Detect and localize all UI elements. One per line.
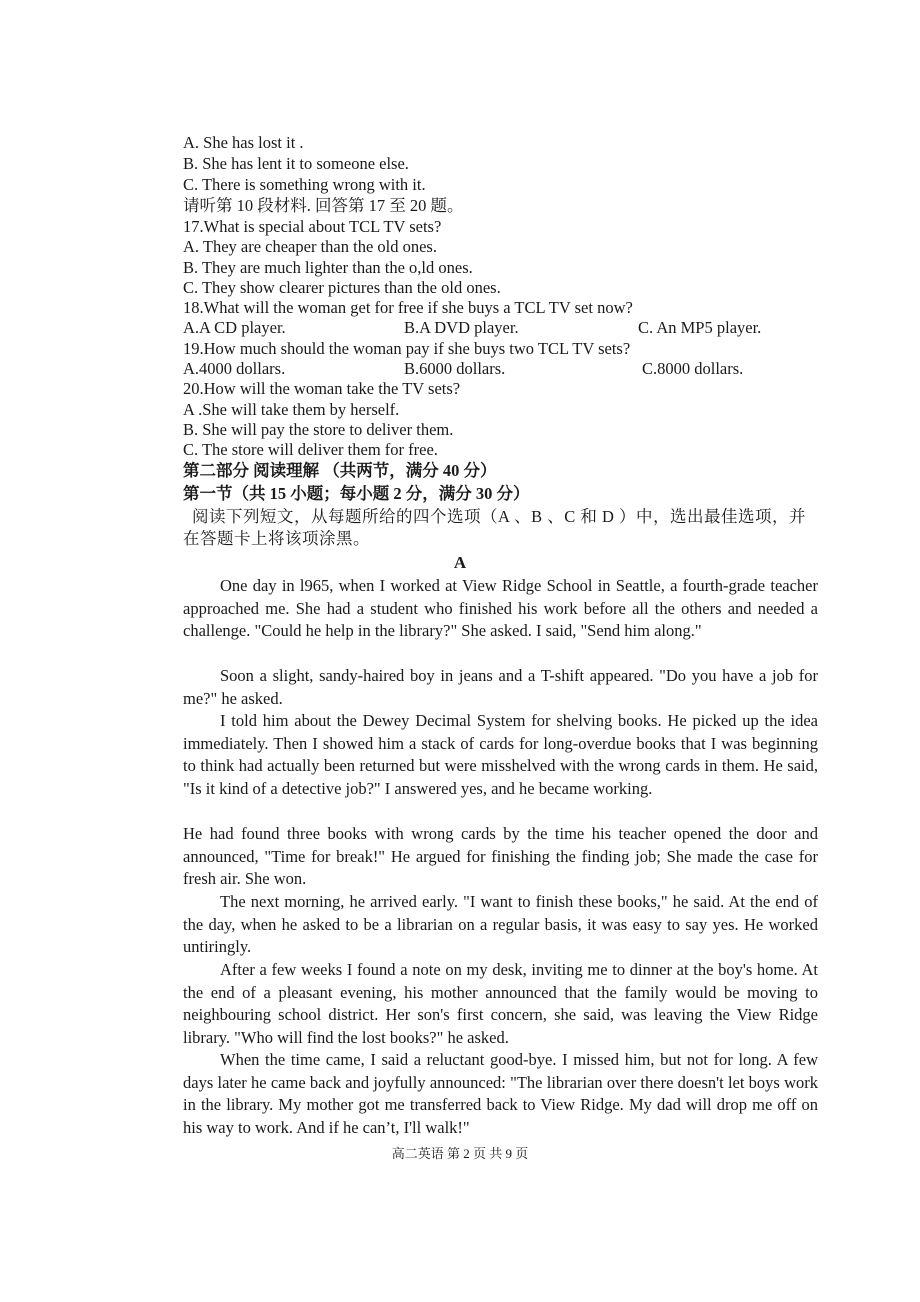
passage-paragraph: Soon a slight, sandy-haired boy in jeans and a T-shift appeared. "Do you have a job for me?" he asked. <box>183 666 818 708</box>
q17-option-c: C. They show clearer pictures than the old ones. <box>183 278 501 297</box>
q16-option-c: C. There is something wrong with it. <box>183 175 426 194</box>
page-footer: 高二英语 第 2 页 共 9 页 <box>391 1146 529 1161</box>
q18-stem: 18.What will the woman get for free if she buys a TCL TV set now? <box>183 298 633 317</box>
q16-option-a: A. She has lost it . <box>183 133 304 152</box>
reading-instructions: 阅读下列短文，从每题所给的四个选项（A 、B 、C 和 D ）中，选出最佳选项，并在答题卡上将该项涂黑。 <box>183 507 807 548</box>
q17-option-b: B. They are much lighter than the o,ld ones. <box>183 258 473 277</box>
passage-paragraph: One day in l965, when I worked at View Ridge School in Seattle, a fourth-grade teacher approached me. She had a student who finished his work before all the others and needed a challenge. "Could he help in the library?" She asked. I said, "Send him along." <box>183 576 818 641</box>
passage-paragraph: The next morning, he arrived early. "I want to finish these books," he said. At the end of the day, when he asked to be a librarian on a regular basis, it was easy to say yes. He worked untiringly. <box>183 892 818 957</box>
q19-stem: 19.How much should the woman pay if she buys two TCL TV sets? <box>183 339 631 358</box>
q18-option-b: B.A DVD player. <box>404 318 519 337</box>
section-1-title: 第一节（共 15 小题；每小题 2 分，满分 30 分） <box>183 484 530 503</box>
passage-paragraph: When the time came, I said a reluctant good-bye. I missed him, but not for long. A few days later he came back and joyfully announced: "The librarian over there doesn't let boys work in the library. My mother got me transferred back to View Ridge. My dad will drop me off on his way to work. And if he can’t, I'll walk!" <box>183 1050 818 1138</box>
passage-paragraph: After a few weeks I found a note on my desk, inviting me to dinner at the boy's home. At the end of a pleasant evening, his mother announced that the family would be moving to neighbouring school district. Her son's first concern, she said, was leaving the View Ridge library. "Who will find the lost books?" he asked. <box>183 960 818 1048</box>
q17-stem: 17.What is special about TCL TV sets? <box>183 217 442 236</box>
passage-paragraph: He had found three books with wrong cards by the time his teacher opened the door and announced, "Time for break!" He argued for finishing the finding job; She made the case for fresh air. She won. <box>183 824 818 889</box>
q20-option-c: C. The store will deliver them for free. <box>183 440 438 459</box>
passage-paragraph: I told him about the Dewey Decimal System for shelving books. He picked up the idea immediately. Then I showed him a stack of cards for long-overdue books that I was beginning to think had actually been returned but were misshelved with the wrong cards in them. He said, "Is it kind of a detective job?" I answered yes, and he became working. <box>183 711 818 799</box>
q17-option-a: A. They are cheaper than the old ones. <box>183 237 437 256</box>
q19-option-c: C.8000 dollars. <box>642 359 744 378</box>
q16-option-b: B. She has lent it to someone else. <box>183 154 409 173</box>
q19-option-a: A.4000 dollars. <box>183 359 286 378</box>
part-2-title: 第二部分 阅读理解 （共两节，满分 40 分） <box>183 461 497 480</box>
q18-option-c: C. An MP5 player. <box>638 318 762 337</box>
q19-option-b: B.6000 dollars. <box>404 359 506 378</box>
q20-option-b: B. She will pay the store to deliver them. <box>183 420 454 439</box>
q20-option-a: A .She will take them by herself. <box>183 400 400 419</box>
q18-option-a: A.A CD player. <box>183 318 286 337</box>
section-10-intro: 请听第 10 段材料. 回答第 17 至 20 题。 <box>183 196 464 215</box>
passage-label: A <box>453 553 467 572</box>
q20-stem: 20.How will the woman take the TV sets? <box>183 379 461 398</box>
